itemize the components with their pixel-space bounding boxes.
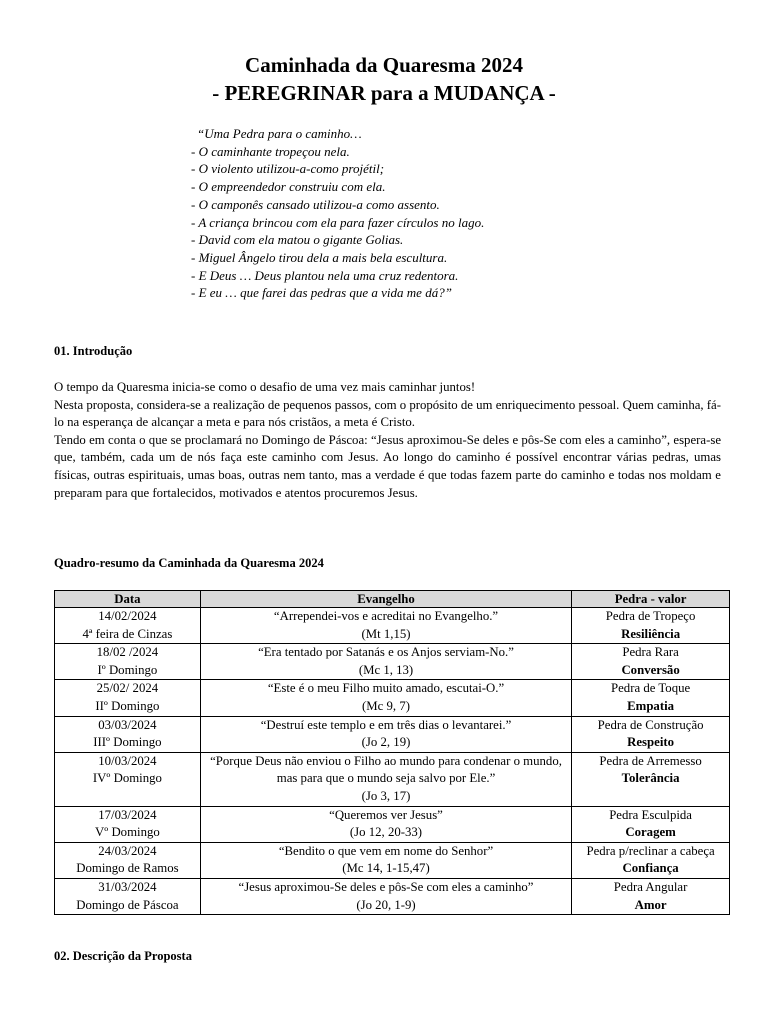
date-cell: [55, 608, 201, 644]
paragraph: Tendo em conta o que se proclamará no Domingo de Páscoa: “Jesus aproximou-Se deles e pôs-Se com eles a caminho”, espera-se que, também, cada um de nós faça este caminho com Jesus. Ao longo do caminho é possível encontrar várias pedras, umas físicas, outras espirituais, umas boas, outras nem tanto, mas a verdade é que todas fazem parte do caminho e todas nos moldam e preparam para que fortalecidos, motivados e atentos procuremos Jesus.: [54, 432, 721, 500]
table-row: [55, 842, 730, 878]
table-row: [55, 608, 730, 644]
gospel-reference: (Mt 1,15): [361, 626, 411, 641]
quote-line: - O empreendedor construiu com ela.: [191, 179, 386, 195]
stone: Pedra Angular: [613, 879, 688, 894]
day: Iº Domingo: [97, 662, 158, 677]
value: Empatia: [627, 698, 675, 713]
stone-cell: [572, 644, 730, 680]
value: Conversão: [621, 662, 680, 677]
day: Vº Domingo: [95, 825, 160, 840]
stone-cell: [572, 752, 730, 806]
stone: Pedra de Construção: [597, 717, 704, 732]
day: IIº Domingo: [95, 698, 160, 713]
quote-line: - Miguel Ângelo tirou dela a mais bela escultura.: [191, 249, 448, 265]
date: 18/02 /2024: [96, 645, 159, 660]
value: Tolerância: [621, 771, 680, 786]
column-header-date: Data: [55, 591, 201, 608]
paragraph: Nesta proposta, considera-se a realização de pequenos passos, com o propósito de um enriquecimento pessoal. Quem caminha, fá-lo na esperança de alcançar a meta e para nós cristãos, a meta é Cristo.: [54, 397, 721, 430]
document-title: Caminhada da Quaresma 2024: [245, 53, 523, 77]
day: 4ª feira de Cinzas: [82, 626, 173, 641]
value: Confiança: [622, 861, 679, 876]
date-cell: [55, 644, 201, 680]
quote-line: - David com ela matou o gigante Golias.: [191, 232, 404, 248]
gospel-reference: (Jo 2, 19): [361, 735, 411, 750]
gospel-text: “Destruí este templo e em três dias o levantarei.”: [260, 717, 512, 732]
table-row: [55, 644, 730, 680]
quote-line: - E Deus … Deus plantou nela uma cruz redentora.: [191, 267, 459, 283]
gospel-reference: (Jo 12, 20-33): [349, 825, 423, 840]
table-row: [55, 680, 730, 716]
gospel-cell: [200, 752, 571, 806]
gospel-text: “Jesus aproximou-Se deles e pôs-Se com eles a caminho”: [238, 879, 534, 894]
date: 17/03/2024: [98, 807, 157, 822]
gospel-reference: (Jo 20, 1-9): [356, 897, 416, 912]
stone-cell: [572, 842, 730, 878]
table-header-row: [55, 591, 730, 608]
gospel-text: “Arrependei-vos e acreditai no Evangelho.”: [273, 609, 499, 623]
gospel-text: “Bendito o que vem em nome do Senhor”: [278, 843, 494, 858]
value: Amor: [634, 897, 667, 912]
column-header-gospel: Evangelho: [200, 591, 571, 608]
gospel-text: “Porque Deus não enviou o Filho ao mundo para condenar o mundo, mas para que o mundo seja salvo por Ele.”: [210, 753, 562, 786]
stone: Pedra Rara: [622, 645, 679, 660]
introduction-text: [54, 379, 721, 502]
quote-line: “Uma Pedra para o caminho…: [197, 126, 362, 141]
table-row: [55, 752, 730, 806]
stone: Pedra de Tropeço: [605, 609, 696, 623]
gospel-reference: (Jo 3, 17): [361, 788, 411, 803]
date: 10/03/2024: [98, 753, 157, 768]
section-heading-introduction: 01. Introdução: [54, 344, 133, 358]
table-row: [55, 806, 730, 842]
gospel-reference: (Mc 14, 1-15,47): [342, 861, 430, 876]
quote-line: - A criança brincou com ela para fazer círculos no lago.: [191, 214, 485, 230]
date: 03/03/2024: [98, 717, 157, 732]
date: 25/02/ 2024: [96, 681, 159, 696]
day: IIIº Domingo: [93, 735, 162, 750]
gospel-cell: [200, 842, 571, 878]
gospel-cell: [200, 716, 571, 752]
date: 24/03/2024: [98, 843, 157, 858]
stone-cell: [572, 806, 730, 842]
date-cell: [55, 716, 201, 752]
stone: Pedra de Toque: [611, 681, 691, 696]
document-subtitle: - PEREGRINAR para a MUDANÇA -: [212, 81, 556, 105]
gospel-cell: [200, 608, 571, 644]
column-header-stone-value: Pedra - valor: [572, 591, 730, 608]
date: 14/02/2024: [98, 609, 157, 623]
quote-line: - O caminhante tropeçou nela.: [191, 143, 350, 159]
date-cell: [55, 878, 201, 914]
stone: Pedra de Arremesso: [599, 753, 702, 768]
gospel-reference: (Mc 9, 7): [362, 698, 410, 713]
quote-line: - E eu … que farei das pedras que a vida me dá?”: [191, 285, 452, 301]
day: Domingo de Páscoa: [76, 897, 179, 912]
stone-cell: [572, 716, 730, 752]
day: IVº Domingo: [92, 771, 162, 786]
stone-cell: [572, 608, 730, 644]
date: 31/03/2024: [98, 879, 157, 894]
stone-cell: [572, 680, 730, 716]
stone-cell: [572, 878, 730, 914]
gospel-text: “Este é o meu Filho muito amado, escutai-O.”: [267, 681, 505, 696]
day: Domingo de Ramos: [76, 861, 179, 876]
table-row: [55, 716, 730, 752]
value: Respeito: [627, 735, 675, 750]
stone: Pedra p/reclinar a cabeça: [586, 843, 715, 858]
date-cell: [55, 806, 201, 842]
gospel-cell: [200, 878, 571, 914]
stone: Pedra Esculpida: [609, 807, 692, 822]
table-row: [55, 878, 730, 914]
gospel-text: “Queremos ver Jesus”: [329, 807, 443, 822]
table-heading: Quadro-resumo da Caminhada da Quaresma 2024: [54, 556, 324, 570]
date-cell: [55, 752, 201, 806]
gospel-cell: [200, 680, 571, 716]
opening-quote: [191, 125, 484, 302]
gospel-cell: [200, 806, 571, 842]
date-cell: [55, 842, 201, 878]
paragraph: O tempo da Quaresma inicia-se como o desafio de uma vez mais caminhar juntos!: [54, 380, 476, 394]
gospel-cell: [200, 644, 571, 680]
gospel-reference: (Mc 1, 13): [358, 662, 414, 677]
date-cell: [55, 680, 201, 716]
value: Resiliência: [621, 626, 681, 641]
value: Coragem: [625, 825, 676, 840]
section-heading-proposal: 02. Descrição da Proposta: [54, 949, 192, 963]
summary-table: [54, 590, 730, 915]
gospel-text: “Era tentado por Satanás e os Anjos serviam-No.”: [258, 645, 514, 660]
quote-line: - O camponês cansado utilizou-a como assento.: [191, 196, 440, 212]
quote-line: - O violento utilizou-a-como projétil;: [191, 161, 385, 177]
